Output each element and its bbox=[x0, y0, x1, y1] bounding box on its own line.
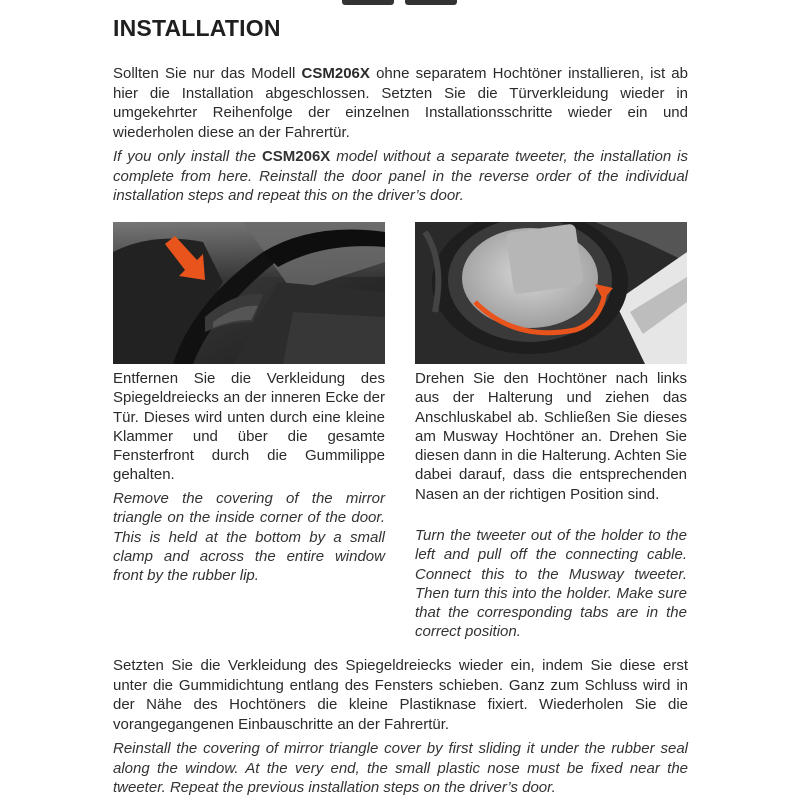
left-step-en: Remove the covering of the mirror triangle on the inside corner of the door. This is held at the bottom by a small clamp and across the entire window front by the rubber lip. bbox=[113, 490, 385, 585]
page-title: INSTALLATION bbox=[113, 15, 281, 41]
header-tab-left bbox=[342, 0, 394, 5]
right-step-en: Turn the tweeter out of the holder to the left and pull off the connecting cable. Connect this to the Musway tweeter. Then turn this into the holder. Make sure that the corresponding tabs are in the correct position. bbox=[415, 527, 687, 641]
left-step-de: Entfernen Sie die Verkleidung des Spiegeldreiecks an der inneren Ecke der Tür. Dieses wird unten durch eine kleine Klammer und über die gesamte Fensterfront durch die Gummilippe gehalten. bbox=[113, 370, 385, 484]
header-tab-right bbox=[405, 0, 457, 5]
mirror-triangle-photo bbox=[113, 222, 385, 364]
intro-en: If you only install the CSM206X model without a separate tweeter, the installation is complete from here. Reinstall the door panel in the reverse order of the individual installation steps and repeat this on the driver’s door. bbox=[113, 148, 689, 204]
intro-de: Sollten Sie nur das Modell CSM206X ohne separatem Hochtöner installieren, ist ab hier die Installation abgeschlossen. Setzten Sie die Türverkleidung wieder in umgekehrter Reihenfolge der einzelnen Installationsschritte wieder ein und wiederholen diese an der Fahrertür. bbox=[113, 65, 688, 141]
model-name-en: CSM206X bbox=[261, 148, 331, 165]
outro-de: Setzten Sie die Verkleidung des Spiegeldreiecks wieder ein, indem Sie diese erst unter die Gummidichtung entlang des Fensters schieben. Ganz zum Schluss wird in der Nähe des Hochtöners die kleine Plastiknase fixiert. Wiederholen Sie die vorangegangenen Einbauschritte an der Fahrertür. bbox=[113, 657, 688, 733]
right-step-de: Drehen Sie den Hochtöner nach links aus der Halterung und ziehen das Anschluskabel ab. Schließen Sie dieses am Musway Hochtöner an. Drehen Sie diesen dann in die Halterung. Achten Sie dabei darauf, dass die entsprechenden Nasen an der richtigen Position sind. bbox=[415, 370, 687, 503]
tweeter-holder-photo bbox=[415, 222, 687, 364]
model-name: CSM206X bbox=[301, 65, 370, 82]
outro-en: Reinstall the covering of mirror triangle cover by first sliding it under the rubber seal along the window. At the very end, the small plastic nose must be fixed near the tweeter. Repeat the previous installation steps on the driver’s door. bbox=[113, 740, 688, 796]
